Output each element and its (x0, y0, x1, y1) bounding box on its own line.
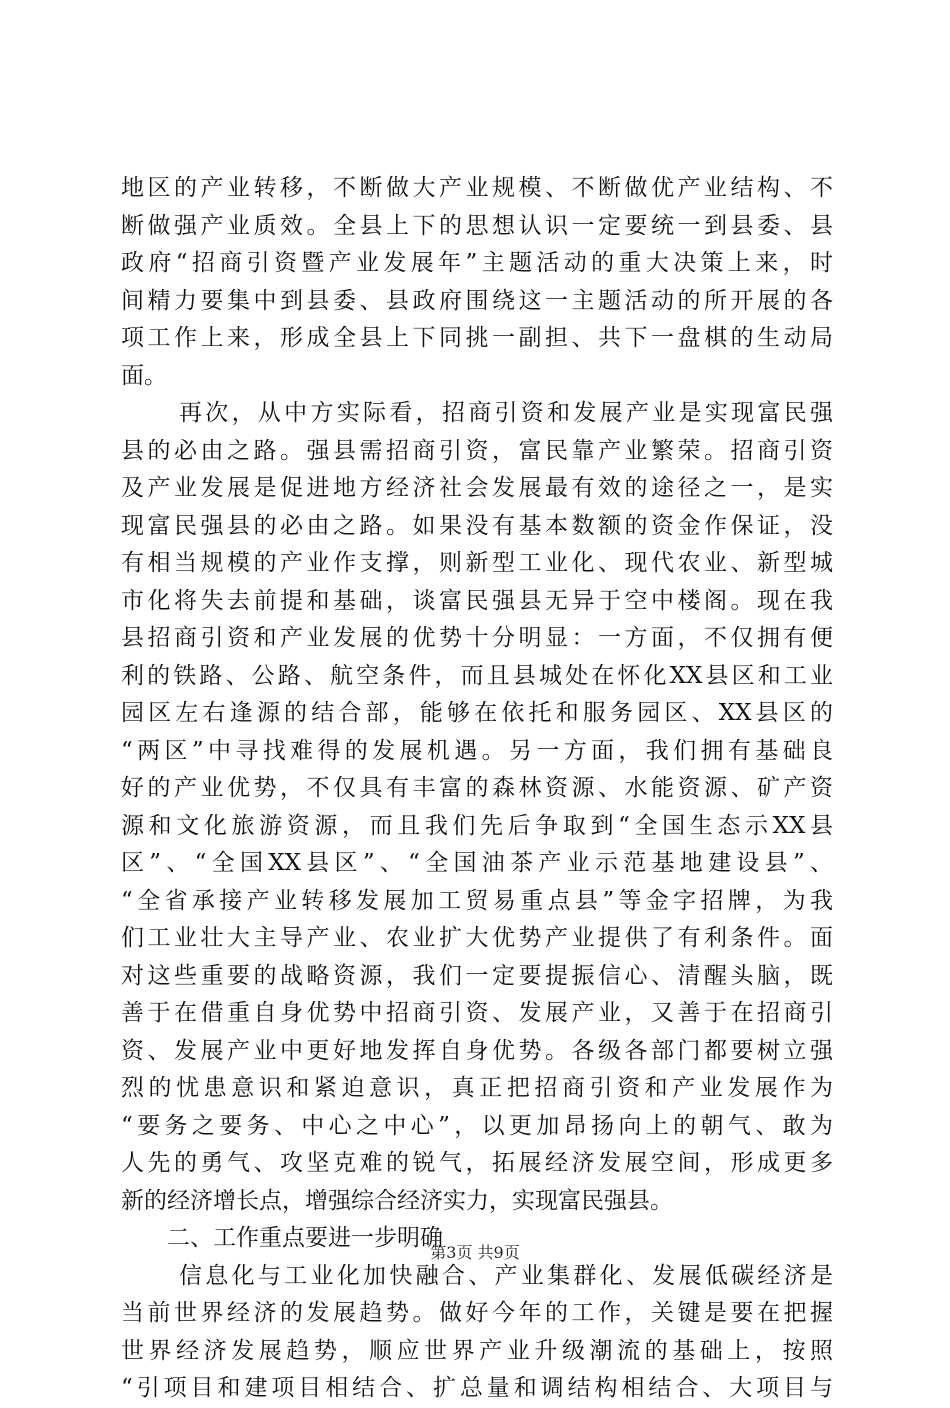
text-line: “全省承接产业转移发展加工贸易重点县”等金字招牌，为我 (121, 887, 833, 914)
text-line: 利的铁路、公路、航空条件，而且县城处在怀化XX县区和工业 (121, 662, 833, 689)
text-line: 好的产业优势，不仅具有丰富的森林资源、水能资源、矿产资 (121, 775, 833, 801)
text-line: 现富民强县的必由之路。如果没有基本数额的资金作保证，没 (121, 512, 833, 539)
body-text (121, 170, 833, 1408)
text-line: 县的必由之路。强县需招商引资，富民靠产业繁荣。招商引资 (121, 437, 833, 464)
text-line: 们工业壮大主导产业、农业扩大优势产业提供了有利条件。面 (121, 925, 833, 951)
text-line: 断做强产业质效。全县上下的思想认识一定要统一到县委、县 (121, 212, 833, 239)
text-line: 及产业发展是促进地方经济社会发展最有效的途径之一，是实 (121, 475, 833, 501)
text-line: 项工作上来，形成全县上下同挑一副担、共下一盘棋的生动局 (121, 325, 833, 351)
text-line: 地区的产业转移，不断做大产业规模、不断做优产业结构、不 (121, 175, 833, 201)
text-line: 对这些重要的战略资源，我们一定要提振信心、清醒头脑，既 (121, 962, 833, 989)
text-line: 有相当规模的产业作支撑，则新型工业化、现代农业、新型城 (121, 550, 833, 576)
text-line: 区”、“全国XX县区”、“全国油茶产业示范基地建设县”、 (121, 850, 833, 876)
text-line: 政府“招商引资暨产业发展年”主题活动的重大决策上来，时 (121, 250, 833, 276)
text-line: 新的经济增长点，增强综合经济实力，实现富民强县。 (121, 1187, 673, 1214)
page-number-footer: 第3页 共9页 (430, 1243, 520, 1262)
text-line: 面。 (121, 362, 167, 389)
text-line: 资、发展产业中更好地发挥自身优势。各级各部门都要树立强 (121, 1037, 833, 1064)
text-line: 市化将失去前提和基础，谈富民强县无异于空中楼阁。现在我 (121, 587, 833, 614)
text-line: “两区”中寻找难得的发展机遇。另一方面，我们拥有基础良 (121, 737, 833, 764)
text-line: 人先的勇气、攻坚克难的锐气，拓展经济发展空间，形成更多 (121, 1150, 833, 1176)
section-heading: 二、工作重点要进一步明确 (167, 1225, 443, 1251)
text-line: 源和文化旅游资源，而且我们先后争取到“全国生态示XX县 (121, 812, 833, 839)
text-line: 信息化与工业化加快融合、产业集群化、发展低碳经济是 (179, 1262, 833, 1289)
text-line: 烈的忧患意识和紧迫意识，真正把招商引资和产业发展作为 (121, 1075, 833, 1101)
text-line: 善于在借重自身优势中招商引资、发展产业，又善于在招商引 (121, 1000, 833, 1026)
text-line: 世界经济发展趋势，顺应世界产业升级潮流的基础上，按照 (121, 1337, 833, 1364)
text-line: “引项目和建项目相结合、扩总量和调结构相结合、大项目与 (121, 1375, 833, 1401)
text-line: “要务之要务、中心之中心”，以更加昂扬向上的朝气、敢为 (121, 1112, 833, 1139)
text-line: 园区左右逢源的结合部，能够在依托和服务园区、XX县区的 (121, 700, 833, 726)
text-line: 间精力要集中到县委、县政府围绕这一主题活动的所开展的各 (121, 287, 833, 314)
text-line: 当前世界经济的发展趋势。做好今年的工作，关键是要在把握 (121, 1300, 833, 1326)
text-line: 再次，从中方实际看，招商引资和发展产业是实现富民强 (179, 400, 833, 426)
text-line: 县招商引资和产业发展的优势十分明显：一方面，不仅拥有便 (121, 625, 833, 651)
